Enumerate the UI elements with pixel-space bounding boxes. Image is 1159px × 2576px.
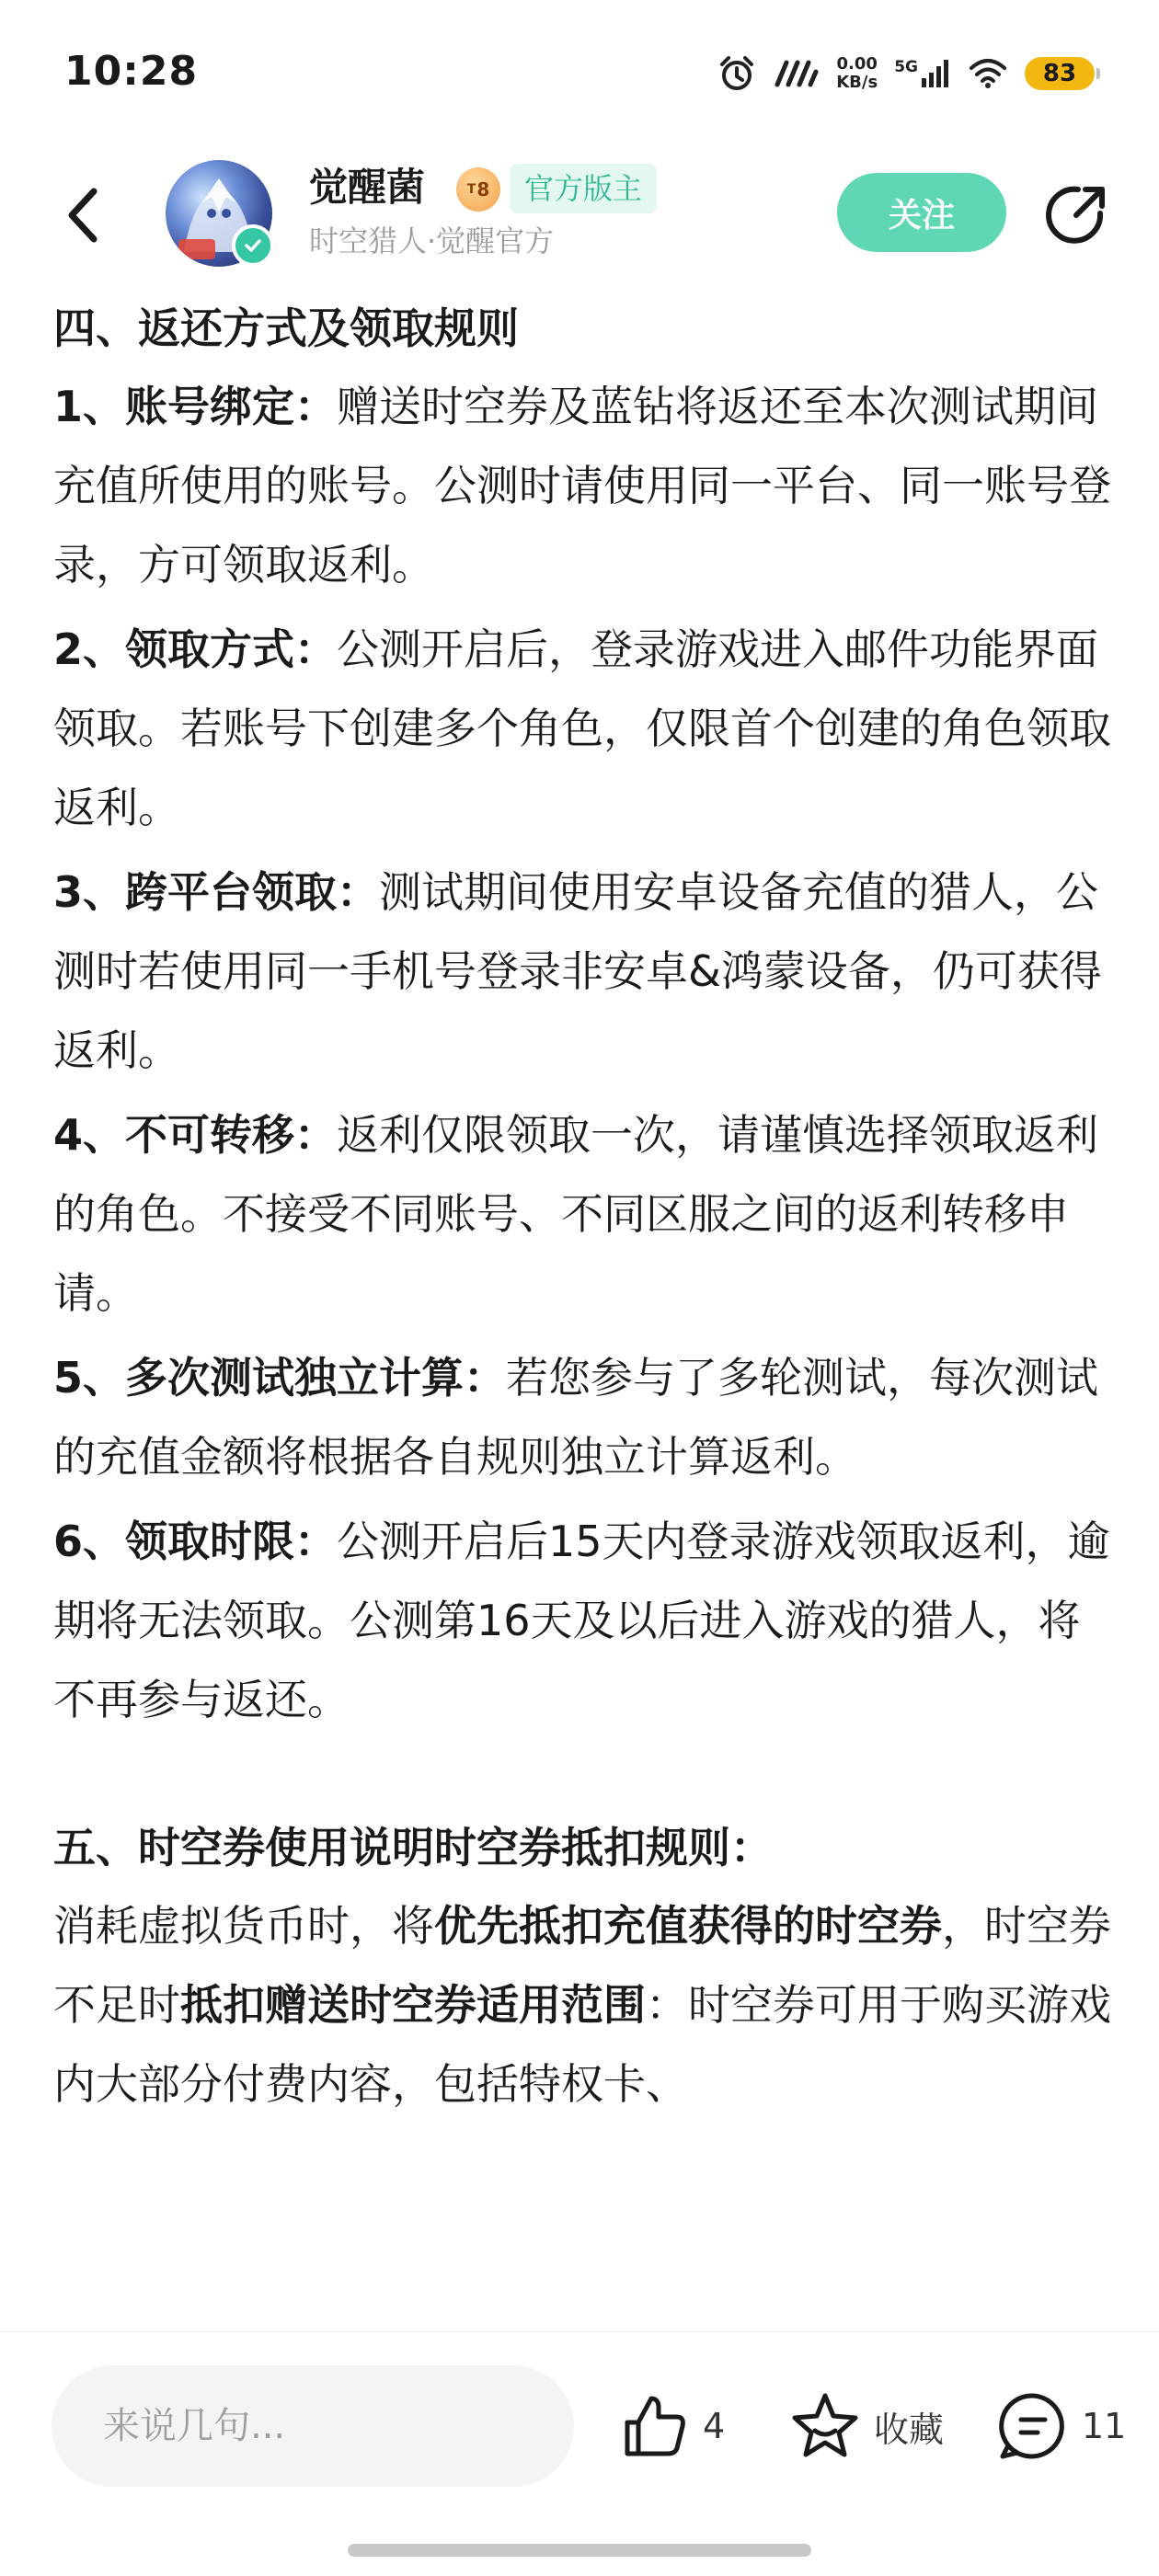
rule-item: 5、多次测试独立计算：若您参与了多轮测试，每次测试的充值金额将根据各自规则独立计算返利。 — [53, 1353, 1099, 1482]
favorite-label: 收藏 — [874, 2409, 945, 2450]
author-name[interactable]: 觉醒菌 — [309, 165, 426, 210]
share-button[interactable] — [1039, 178, 1113, 252]
share-icon — [1043, 182, 1109, 248]
bottom-action-bar — [0, 2331, 1159, 2576]
section-heading: 五、时空券使用说明时空券抵扣规则： — [53, 1823, 773, 1872]
alarm-icon — [717, 53, 757, 94]
back-button[interactable] — [55, 178, 110, 252]
verified-icon — [232, 224, 274, 267]
favorite-button[interactable] — [789, 2365, 944, 2487]
status-bar — [0, 0, 1159, 156]
comment-button[interactable] — [997, 2365, 1126, 2487]
author-subtitle: 时空猎人·觉醒官方 — [309, 223, 555, 258]
section-heading: 四、返还方式及领取规则 — [53, 303, 519, 353]
battery-icon: 83 — [1025, 57, 1095, 90]
post-header — [0, 156, 1159, 276]
like-count: 4 — [703, 2406, 726, 2446]
article-body — [53, 290, 1111, 2331]
comment-icon — [997, 2390, 1069, 2462]
avatar[interactable] — [166, 160, 272, 267]
follow-button[interactable]: 关注 — [837, 173, 1006, 252]
app-notification-icon — [774, 57, 820, 90]
comment-count: 11 — [1082, 2406, 1127, 2446]
net-speed: 0.00 KB/s — [836, 54, 878, 92]
chevron-left-icon — [64, 186, 101, 245]
rule-item: 6、领取时限：公测开启后15天内登录游戏领取返利，逾期将无法领取。公测第16天及以后进入游戏的猎人，将不再参与返还。 — [53, 1517, 1110, 1724]
home-indicator[interactable] — [348, 2544, 811, 2557]
signal-icon: 5G — [894, 58, 951, 89]
level-badge-icon: T 8 — [456, 167, 500, 212]
rule-item: 1、账号绑定：赠送时空券及蓝钻将返还至本次测试期间充值所使用的账号。公测时请使用同一平台、同一账号登录，方可领取返利。 — [53, 382, 1111, 590]
usage-paragraph: 消耗虚拟货币时，将优先抵扣充值获得的时空券，时空券不足时抵扣赠送时空券适用范围：时空券可用于购买游戏内大部分付费内容，包括特权卡、 — [53, 1901, 1111, 2109]
rule-item: 4、不可转移：返利仅限领取一次，请谨慎选择领取返利的角色。不接受不同账号、不同区服之间的返利转移申请。 — [53, 1110, 1099, 1318]
status-icons — [717, 52, 1095, 96]
comment-input[interactable] — [52, 2365, 574, 2487]
star-icon — [789, 2390, 861, 2462]
role-tag: 官方版主 — [510, 164, 657, 213]
rule-item: 3、跨平台领取：测试期间使用安卓设备充值的猎人，公测时若使用同一手机号登录非安卓&鸿蒙设备，仍可获得返利。 — [53, 867, 1102, 1075]
like-button[interactable] — [620, 2365, 725, 2487]
wifi-icon — [968, 57, 1008, 90]
rule-item: 2、领取方式：公测开启后，登录游戏进入邮件功能界面领取。若账号下创建多个角色，仅限首个创建的角色领取返利。 — [53, 624, 1111, 832]
status-time: 10:28 — [64, 48, 199, 95]
thumbs-up-icon — [620, 2391, 690, 2461]
